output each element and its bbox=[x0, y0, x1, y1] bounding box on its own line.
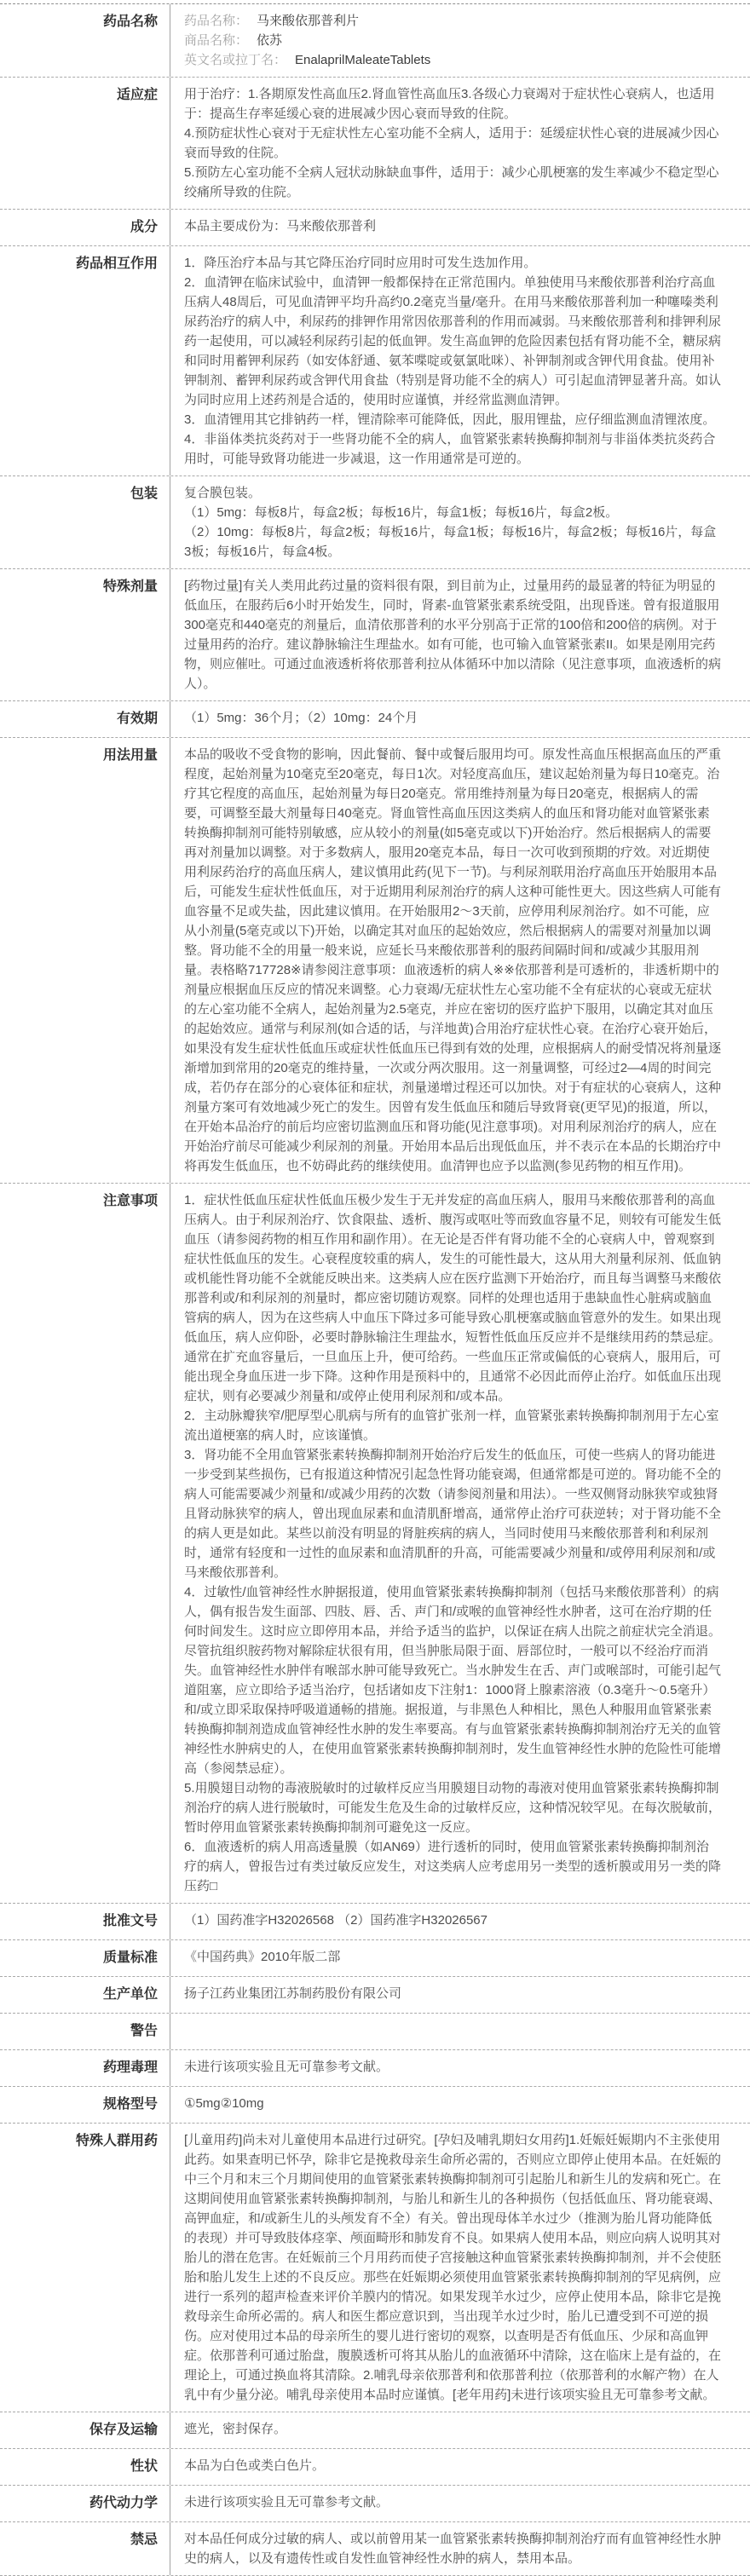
quality-standard-label: 质量标准 bbox=[0, 1940, 170, 1976]
drug-interactions-text: 2．血清钾在临床试验中，血清钾一般都保持在正常范围内。单独使用马来酸依那普利治疗高血压病人48周后，可见血清钾平均升高约0.2毫克当量/毫升。在用马来酸依那普利加一种噻嗪类利尿药治疗的病人中，利尿药的排钾作用常因依那普利的作用而减弱。马来酸依那普利和排钾利尿药一起使用，可以减轻利尿药引起的低血钾。发生高血钾的危险因素包括有肾功能不全，糖尿病和同时用蓄钾利尿药（如安体舒通、氨苯喋啶或氨氯吡咪）、补钾制剂或含钾代用食盐。使用补钾制剂、蓄钾利尿药或含钾代用食盐（特别是肾功能不全的病人）可引起血清钾显著升高。如认为同时应用上述药剂是合适的，使用时应谨慎，并经常监测血清钾。 bbox=[184, 275, 722, 407]
shelf-life-text: （1）5mg：36个月；（2）10mg：24个月 bbox=[184, 711, 418, 725]
drug-name-label: 药品名称 bbox=[0, 4, 170, 77]
english-name-key: 英文名或拉丁名： bbox=[184, 53, 287, 67]
row-drug-interactions bbox=[0, 246, 750, 476]
dosage-administration-text: 本品的吸收不受食物的影响，因此餐前、餐中或餐后服用均可。原发性高血压根据高血压的严重程度，起始剂量为10毫克至20毫克，每日1次。对轻度高血压，建议起始剂量为每日10毫克。治疗其它程度的高血压，起始剂量为每日20毫克。常用维持剂量为每日20毫克，根据病人的需要，可调整至最大剂量每日40毫克。肾血管性高血压因这类病人的血压和肾功能对血管紧张素转换酶抑制剂可能特别敏感，应从较小的剂量(如5毫克或以下)开始治疗。然后根据病人的需要再对剂量加以调整。对于多数病人，服用20毫克本品，每日一次可收到预期的疗效。对近期使用利尿药治疗的高血压病人，建议慎用此药(见下一节)。与利尿剂联用治疗高血压开始服用本品后，可能发生症状性低血压，对于近期用利尿剂治疗的病人这种可能性更大。因这些病人可能有血容量不足或失盐，因此建议慎用。在开始服用2～3天前，应停用利尿剂治疗。如不可能，应从小剂量(5毫克或以下)开始，以确定其对血压的起始效应，然后根据病人的需要对剂量加以调整。肾功能不全的用量一般来说，应延长马来酸依那普利的服药间隔时间和/或减少其服用剂量。表格略717728※请参阅注意事项：血液透析的病人※※依那普利是可透析的，非透析期中的剂量应根据血压反应的情况来调整。心力衰竭/无症状性左心室功能不全有症状的心衰或无症状的左心室功能不全病人，起始剂量为2.5毫克，并应在密切的医疗监护下服用，以确定其对血压的起始效应。通常与利尿剂(如合适的话，与洋地黄)合用治疗症状性心衰。在治疗心衰开始后，如果没有发生症状性低血压或症状性低血压已得到有效的处理，应根据病人的耐受情况将剂量逐渐增加到常用的20毫克的维持量，一次或分两次服用。这一剂量调整，可经过2—4周的时间完成，若仍存在部分的心衰体征和症状，剂量递增过程还可以加快。对于有症状的心衰病人，这种剂量方案可有效地减少死亡的发生。因曾有发生低血压和随后导致肾衰(更罕见)的报道，所以，在开始本品治疗的前后均应密切监测血压和肾功能(见注意事项)。对用利尿剂治疗的病人，应在开始治疗前尽可能减少利尿剂的剂量。开始用本品后出现低血压，并不表示在本品的长期治疗中将再发生低血压，也不妨碍此药的继续使用。血清钾也应予以监测(参见药物的相互作用)。 bbox=[184, 747, 722, 1173]
pharmacology-toxicology-text: 未进行该项实验且无可靠参考文献。 bbox=[184, 2060, 389, 2074]
generic-name-line bbox=[184, 11, 721, 31]
row-indications bbox=[0, 78, 750, 210]
row-storage-transport bbox=[0, 2412, 750, 2449]
special-populations-text: [儿童用药]尚未对儿童使用本品进行过研究。[孕妇及哺乳期妇女用药]1.妊娠妊娠期内不主张使用此药。如果查明已怀孕，除非它是挽救母亲生命所必需的，否则应立即停止使用本品。在妊娠的中三个月和末三个月期间使用的血管紧张素转换酶抑制剂可引起胎儿和新生儿的发病和死亡。在这期间使用血管紧张素转换酶抑制剂，与胎儿和新生儿的各种损伤（包括低血压、肾功能衰竭、高钾血症，和/或新生儿的头颅发育不全）有关。曾出现母体羊水过少（推测为胎儿肾功能降低的表现）并可导致肢体痉挛、颅面畸形和肺发育不良。如果病人使用本品，则应向病人说明其对胎儿的潜在危害。在妊娠前三个月用药而使子宫接触这种血管紧张素转换酶抑制剂，并不会使胚胎和胎儿发生上述的不良反应。那些在妊娠期必须使用血管紧张素转换酶抑制剂的罕见病例，应进行一系列的超声检查来评价羊膜内的情况。如果发现羊水过少，应停止使用本品，除非它是挽救母亲生命所必需的。病人和医生都应意识到，当出现羊水过少时，胎儿已遭受到不可逆的损伤。应对使用过本品的母亲所生的婴儿进行密切的观察，以查明是否有低血压、少尿和高血钾症。依那普利可通过胎盘，腹膜透析可将其从胎儿的血液循环中清除，这在临床上是有益的，在理论上，可通过换血将其清除。2.哺乳母亲依那普利和依那普利拉（依那普利的水解产物）在人乳中有少量分泌。哺乳母亲使用本品时应谨慎。[老年用药]未进行该项实验且无可靠参考文献。 bbox=[184, 2133, 722, 2402]
storage-transport-content bbox=[170, 2412, 750, 2448]
special-dosage-text: [药物过量]有关人类用此药过量的资料很有限，到目前为止，过量用药的最显著的特征为明显的低血压，在服药后6小时开始发生，同时，肾素-血管紧张素系统受阻，出现昏迷。曾有报道服用300毫克和440毫克的剂量后，血清依那普利的水平分别高于正常的100倍和200倍的病例。对于过量用药的治疗。建议静脉输注生理盐水。如有可能，也可输入血管紧张素II。如果是刚用完药物，则应催吐。可通过血液透析将依那普利拉从体循环中加以清除（见注意事项，血液透析的病人）。 bbox=[184, 579, 722, 691]
contraindications-content bbox=[170, 2522, 750, 2575]
description-content bbox=[170, 2449, 750, 2485]
precautions-text: 5.用膜翅目动物的毒液脱敏时的过敏样反应当用膜翅目动物的毒液对使用血管紧张素转换酶抑制剂治疗的病人进行脱敏时，可能发生危及生命的过敏样反应，这种情况较罕见。在每次脱敏前，暂时停用血管紧张素转换酶抑制剂可避免这一反应。 bbox=[184, 1781, 722, 1835]
row-description bbox=[0, 2449, 750, 2486]
indications-content bbox=[170, 78, 750, 209]
warning-content bbox=[170, 2014, 750, 2049]
precautions-text: 4．过敏性/血管神经性水肿据报道，使用血管紧张素转换酶抑制剂（包括马来酸依那普利）的病人，偶有报告发生面部、四肢、唇、舌、声门和/或喉的血管神经性水肿者，这可在治疗期的任何时间发生。这时应立即停用本品，并给予适当的监护，以保证在病人出院之前症状完全消退。尽管抗组织胺药物对解除症状很有用，但当肿胀局限于面、唇部位时，一般可以不经治疗而消失。血管神经性水肿伴有喉部水肿可能导致死亡。当水肿发生在舌、声门或喉部时，可能引起气道阻塞，应立即给予适当治疗，包括诸如皮下注射1：1000肾上腺素溶液（0.3毫升～0.5毫升）和/或立即采取保持呼吸道通畅的措施。据报道，与非黑色人种相比，黑色人种服用血管紧张素转换酶抑制剂造成血管神经性水肿的发生率要高。有与血管紧张素转换酶抑制剂治疗无关的血管神经性水肿病史的人，在使用血管紧张素转换酶抑制剂时，发生血管神经性水肿的危险性可能增高（参阅禁忌症）。 bbox=[184, 1585, 722, 1776]
pharmacology-toxicology-label: 药理毒理 bbox=[0, 2050, 170, 2086]
english-name-line bbox=[184, 50, 721, 70]
drug-name-content bbox=[170, 4, 750, 77]
trade-name-key: 商品名称： bbox=[184, 33, 249, 48]
special-dosage-content bbox=[170, 569, 750, 700]
indications-text: 5.预防左心室功能不全病人冠状动脉缺血事件，适用于：减少心肌梗塞的发生率减少不稳定型心绞痛所导致的住院。 bbox=[184, 165, 719, 199]
indications-text: 4.预防症状性心衰对于无症状性左心室功能不全病人，适用于：延缓症状性心衰的进展减少因心衰而导致的住院。 bbox=[184, 126, 719, 160]
packaging-content bbox=[170, 476, 750, 568]
approval-number-label: 批准文号 bbox=[0, 1904, 170, 1939]
pharmacokinetics-text: 未进行该项实验且无可靠参考文献。 bbox=[184, 2495, 389, 2510]
row-specification bbox=[0, 2087, 750, 2124]
row-approval-number bbox=[0, 1904, 750, 1940]
packaging-label: 包装 bbox=[0, 476, 170, 568]
shelf-life-content bbox=[170, 701, 750, 737]
row-manufacturer bbox=[0, 1977, 750, 2014]
trade-name-line bbox=[184, 31, 721, 50]
row-ingredients bbox=[0, 210, 750, 246]
row-shelf-life bbox=[0, 701, 750, 738]
indications-text: 用于治疗：1.各期原发性高血压2.肾血管性高血压3.各级心力衰竭对于症状性心衰病人，也适用于：提高生存率延缓心衰的进展减少因心衰而导致的住院。 bbox=[184, 87, 715, 121]
special-dosage-label: 特殊剂量 bbox=[0, 569, 170, 700]
generic-name-value: 马来酸依那普利片 bbox=[257, 14, 360, 28]
description-label: 性状 bbox=[0, 2449, 170, 2485]
manufacturer-content bbox=[170, 1977, 750, 2013]
precautions-content bbox=[170, 1184, 750, 1903]
dosage-administration-label: 用法用量 bbox=[0, 738, 170, 1183]
special-populations-content bbox=[170, 2124, 750, 2412]
packaging-text: （2）10mg：每板8片，每盒2板；每板16片，每盒1板；每板16片，每盒2板；每板16片，每盒3板；每板16片，每盒4板。 bbox=[184, 525, 717, 559]
approval-number-content bbox=[170, 1904, 750, 1939]
specification-content bbox=[170, 2087, 750, 2123]
generic-name-key: 药品名称： bbox=[184, 14, 249, 28]
english-name-value: EnalaprilMaleateTablets bbox=[295, 53, 431, 67]
approval-number-text: （1）国药准字H32026568 （2）国药准字H32026567 bbox=[184, 1913, 488, 1928]
specification-text: ①5mg②10mg bbox=[184, 2096, 264, 2111]
storage-transport-label: 保存及运输 bbox=[0, 2412, 170, 2448]
row-warning bbox=[0, 2014, 750, 2050]
row-special-populations bbox=[0, 2124, 750, 2412]
specification-label: 规格型号 bbox=[0, 2087, 170, 2123]
storage-transport-text: 遮光，密封保存。 bbox=[184, 2422, 287, 2436]
ingredients-text: 本品主要成份为：马来酸依那普利 bbox=[184, 219, 377, 233]
shelf-life-label: 有效期 bbox=[0, 701, 170, 737]
drug-info-table bbox=[0, 3, 750, 2576]
row-contraindications bbox=[0, 2522, 750, 2576]
packaging-text: （1）5mg：每板8片，每盒2板；每板16片，每盒1板；每板16片，每盒2板。 bbox=[184, 505, 619, 520]
drug-interactions-content bbox=[170, 246, 750, 475]
manufacturer-text: 扬子江药业集团江苏制药股份有限公司 bbox=[184, 1986, 402, 2001]
row-drug-name bbox=[0, 4, 750, 78]
packaging-text: 复合膜包装。 bbox=[184, 486, 262, 500]
row-packaging bbox=[0, 476, 750, 569]
row-special-dosage bbox=[0, 569, 750, 701]
row-pharmacology-toxicology bbox=[0, 2050, 750, 2087]
description-text: 本品为白色或类白色片。 bbox=[184, 2458, 326, 2473]
row-dosage-administration bbox=[0, 738, 750, 1184]
pharmacology-toxicology-content bbox=[170, 2050, 750, 2086]
trade-name-value: 依苏 bbox=[257, 33, 283, 48]
row-precautions bbox=[0, 1184, 750, 1904]
precautions-label: 注意事项 bbox=[0, 1184, 170, 1903]
indications-label: 适应症 bbox=[0, 78, 170, 209]
precautions-text: 3．肾功能不全用血管紧张素转换酶抑制剂开始治疗后发生的低血压，可使一些病人的肾功能进一步受到某些损伤，已有报道这种情况引起急性肾功能衰竭，但通常都是可逆的。肾功能不全的病人可能需要减少剂量和/或减少用药的次数（请参阅剂量和用法）。一些双侧肾动脉狭窄或独肾且肾动脉狭窄的病人，曾出现血尿素和血清肌酐增高，通常停止治疗可获逆转；对于肾功能不全的病人更是如此。某些以前没有明显的肾脏疾病的病人，当同时使用马来酸依那普利和利尿剂时，通常有轻度和一过性的血尿素和血清肌酐的升高，可能需要减少剂量和/或停用利尿剂和/或马来酸依那普利。 bbox=[184, 1448, 722, 1580]
pharmacokinetics-label: 药代动力学 bbox=[0, 2486, 170, 2521]
row-quality-standard bbox=[0, 1940, 750, 1977]
row-pharmacokinetics bbox=[0, 2486, 750, 2522]
special-populations-label: 特殊人群用药 bbox=[0, 2124, 170, 2412]
precautions-text: 2．主动脉瓣狭窄/肥厚型心肌病与所有的血管扩张剂一样，血管紧张素转换酶抑制剂用于左心室流出道梗塞的病人时，应该谨慎。 bbox=[184, 1409, 719, 1443]
pharmacokinetics-content bbox=[170, 2486, 750, 2521]
precautions-text: 1．症状性低血压症状性低血压极少发生于无并发症的高血压病人，服用马来酸依那普利的高血压病人。由于利尿剂治疗、饮食限盐、透析、腹泻或呕吐等而致血容量不足，则较有可能发生低血压（请参阅药物的相互作用和副作用）。在无论是否伴有肾功能不全的心衰病人中，曾观察到症状性低血压的发生。心衰程度较重的病人，发生的可能性最大，这从用大剂量利尿剂、低血钠或机能性肾功能不全就能反映出来。这类病人应在医疗监测下开始治疗，而且每当调整马来酸依那普利或/和利尿剂的剂量时，都应密切随访观察。同样的处理也适用于患缺血性心脏病或脑血管病的病人，因为在这些病人中血压下降过多可能导致心肌梗塞或脑血管意外的发生。如果出现低血压，病人应仰卧，必要时静脉输注生理盐水，短暂性低血压反应并不是继续用药的禁忌症。通常在扩充血容量后，一旦血压上升，便可给药。一些血压正常或偏低的心衰病人，服用后，可能出现全身血压进一步下降。这种作用是预料中的，且通常不必因此而停止治疗。如低血压出现症状，则有必要减少剂量和/或停止使用利尿剂和/或本品。 bbox=[184, 1193, 722, 1403]
ingredients-label: 成分 bbox=[0, 210, 170, 245]
precautions-text: 6．血液透析的病人用高透量膜（如AN69）进行透析的同时，使用血管紧张素转换酶抑制剂治疗的病人，曾报告过有类过敏反应发生，对这类病人应考虑用另一类型的透析膜或用另一类的降压药□ bbox=[184, 1840, 722, 1893]
dosage-administration-content bbox=[170, 738, 750, 1183]
drug-interactions-text: 1．降压治疗本品与其它降压治疗同时应用时可发生迭加作用。 bbox=[184, 256, 537, 270]
manufacturer-label: 生产单位 bbox=[0, 1977, 170, 2013]
drug-interactions-text: 4．非甾体类抗炎药对于一些肾功能不全的病人，血管紧张素转换酶抑制剂与非甾体类抗炎药合用时，可能导致肾功能进一步减退，这一作用通常是可逆的。 bbox=[184, 432, 716, 466]
drug-interactions-label: 药品相互作用 bbox=[0, 246, 170, 475]
quality-standard-content bbox=[170, 1940, 750, 1976]
contraindications-label: 禁忌 bbox=[0, 2522, 170, 2575]
contraindications-text: 对本品任何成分过敏的病人、或以前曾用某一血管紧张素转换酶抑制剂治疗而有血管神经性水肿史的病人，以及有遗传性或自发性血管神经性水肿的病人，禁用本品。 bbox=[184, 2532, 722, 2566]
quality-standard-text: 《中国药典》2010年版二部 bbox=[184, 1950, 341, 1964]
ingredients-content bbox=[170, 210, 750, 245]
warning-label: 警告 bbox=[0, 2014, 170, 2049]
drug-interactions-text: 3．血清锂用其它排钠药一样，锂清除率可能降低，因此，服用锂盐，应仔细监测血清锂浓度。 bbox=[184, 412, 716, 427]
